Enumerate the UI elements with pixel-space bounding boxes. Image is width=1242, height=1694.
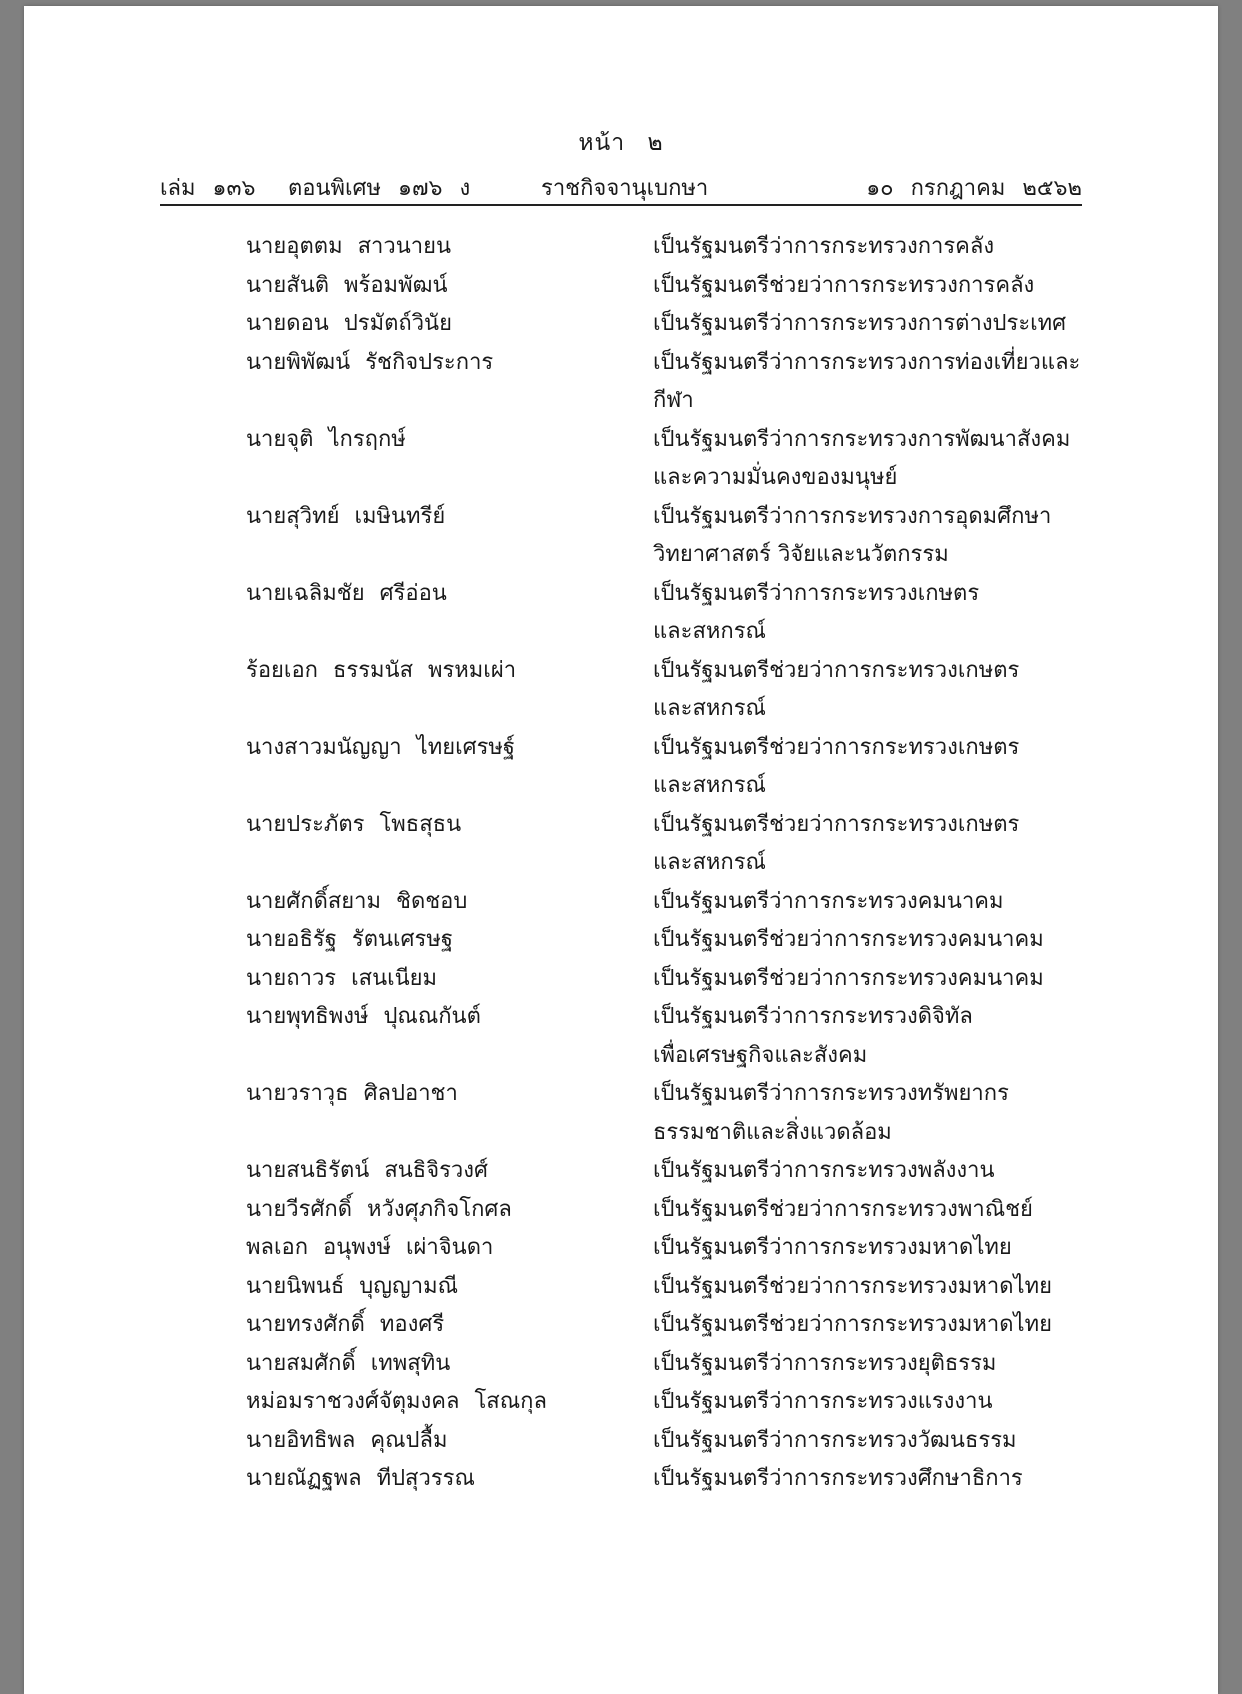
minister-position: เป็นรัฐมนตรีว่าการกระทรวงเกษตร และสหกรณ์ — [653, 580, 980, 644]
list-item — [24, 1383, 1218, 1422]
volume-label: เล่ม ๑๓๖ — [160, 176, 256, 201]
list-item — [24, 1422, 1218, 1461]
list-item — [24, 1268, 1218, 1307]
minister-name: นายประภัตร โพธสุธน — [246, 811, 462, 837]
minister-position: เป็นรัฐมนตรีช่วยว่าการกระทรวงการคลัง — [653, 272, 1035, 298]
list-item — [24, 883, 1218, 922]
list-item — [24, 267, 1218, 306]
minister-name: นายวราวุธ ศิลปอาชา — [246, 1081, 458, 1106]
minister-name: นายพุทธิพงษ์ ปุณณกันต์ — [246, 1004, 481, 1029]
gazette-title: ราชกิจจานุเบกษา — [541, 176, 709, 201]
list-item — [24, 498, 1218, 575]
minister-position: เป็นรัฐมนตรีช่วยว่าการกระทรวงมหาดไทย — [653, 1312, 1052, 1337]
minister-position: เป็นรัฐมนตรีว่าการกระทรวงการอุดมศึกษา วิทยาศาสตร์ วิจัยและนวัตกรรม — [653, 503, 1052, 567]
list-item — [24, 1306, 1218, 1345]
minister-name: นายนิพนธ์ บุญญามณี — [246, 1273, 459, 1299]
minister-position: เป็นรัฐมนตรีช่วยว่าการกระทรวงมหาดไทย — [653, 1273, 1052, 1299]
list-item — [24, 1460, 1218, 1499]
minister-position: เป็นรัฐมนตรีว่าการกระทรวงมหาดไทย — [653, 1235, 1012, 1260]
publication-date: ๑๐ กรกฎาคม ๒๕๖๒ — [866, 176, 1082, 201]
minister-name: นายจุติ ไกรฤกษ์ — [246, 426, 406, 452]
list-item — [24, 960, 1218, 999]
minister-position: เป็นรัฐมนตรีว่าการกระทรวงแรงงาน — [653, 1389, 993, 1414]
minister-name: นายพิพัฒน์ รัชกิจประการ — [246, 349, 494, 375]
list-item — [24, 729, 1218, 806]
minister-name: นางสาวมนัญญา ไทยเศรษฐ์ — [246, 734, 516, 760]
minister-name: หม่อมราชวงศ์จัตุมงคล โสณกุล — [246, 1389, 547, 1414]
minister-position: เป็นรัฐมนตรีว่าการกระทรวงการคลัง — [653, 234, 995, 259]
minister-position: เป็นรัฐมนตรีว่าการกระทรวงวัฒนธรรม — [653, 1427, 1017, 1453]
minister-list — [24, 228, 1218, 1499]
minister-name: นายณัฏฐพล ทีปสุวรรณ — [246, 1466, 475, 1491]
minister-position: เป็นรัฐมนตรีว่าการกระทรวงพลังงาน — [653, 1158, 995, 1183]
list-item — [24, 1345, 1218, 1384]
minister-name: พลเอก อนุพงษ์ เผ่าจินดา — [246, 1235, 494, 1260]
minister-position: เป็นรัฐมนตรีช่วยว่าการกระทรวงพาณิชย์ — [653, 1196, 1033, 1222]
list-item — [24, 998, 1218, 1075]
minister-name: นายทรงศักดิ์ ทองศรี — [246, 1312, 445, 1337]
list-item — [24, 305, 1218, 344]
minister-name: นายดอน ปรมัตถ์วินัย — [246, 311, 452, 336]
minister-position: เป็นรัฐมนตรีว่าการกระทรวงการต่างประเทศ — [653, 311, 1067, 336]
minister-position: เป็นรัฐมนตรีว่าการกระทรวงการท่องเที่ยวและกีฬา — [653, 349, 1081, 413]
list-item — [24, 1191, 1218, 1230]
minister-position: เป็นรัฐมนตรีว่าการกระทรวงการพัฒนาสังคม และความมั่นคงของมนุษย์ — [653, 426, 1071, 490]
minister-name: นายอุตตม สาวนายน — [246, 234, 452, 259]
minister-position: เป็นรัฐมนตรีว่าการกระทรวงดิจิทัล เพื่อเศรษฐกิจและสังคม — [653, 1004, 973, 1068]
list-item — [24, 1229, 1218, 1268]
minister-position: เป็นรัฐมนตรีช่วยว่าการกระทรวงเกษตร และสหกรณ์ — [653, 811, 1020, 875]
issue-label: ตอนพิเศษ ๑๗๖ ง — [288, 176, 471, 201]
page-number: หน้า ๒ — [578, 130, 664, 156]
minister-name: นายอิทธิพล คุณปลื้ม — [246, 1427, 448, 1453]
list-item — [24, 344, 1218, 421]
minister-position: เป็นรัฐมนตรีว่าการกระทรวงศึกษาธิการ — [653, 1466, 1023, 1491]
minister-position: เป็นรัฐมนตรีว่าการกระทรวงคมนาคม — [653, 888, 1004, 914]
minister-name: นายศักดิ์สยาม ชิดชอบ — [246, 888, 468, 914]
minister-position: เป็นรัฐมนตรีว่าการกระทรวงทรัพยากร ธรรมชาติและสิ่งแวดล้อม — [653, 1081, 1009, 1145]
minister-name: นายสมศักดิ์ เทพสุทิน — [246, 1350, 451, 1376]
list-item — [24, 228, 1218, 267]
list-item — [24, 1152, 1218, 1191]
list-item — [24, 421, 1218, 498]
minister-position: เป็นรัฐมนตรีช่วยว่าการกระทรวงเกษตร และสหกรณ์ — [653, 734, 1020, 798]
minister-position: เป็นรัฐมนตรีช่วยว่าการกระทรวงคมนาคม — [653, 965, 1044, 991]
minister-name: นายอธิรัฐ รัตนเศรษฐ — [246, 927, 453, 952]
minister-position: เป็นรัฐมนตรีช่วยว่าการกระทรวงคมนาคม — [653, 927, 1044, 952]
list-item — [24, 1075, 1218, 1152]
list-item — [24, 921, 1218, 960]
document-page — [24, 6, 1218, 1694]
gazette-header — [160, 164, 1082, 206]
minister-position: เป็นรัฐมนตรีช่วยว่าการกระทรวงเกษตร และสหกรณ์ — [653, 657, 1020, 721]
minister-name: นายสุวิทย์ เมษินทรีย์ — [246, 503, 446, 529]
list-item — [24, 652, 1218, 729]
list-item — [24, 575, 1218, 652]
minister-name: นายสันติ พร้อมพัฒน์ — [246, 272, 448, 298]
minister-name: นายสนธิรัตน์ สนธิจิรวงศ์ — [246, 1158, 488, 1183]
minister-name: นายถาวร เสนเนียม — [246, 965, 438, 991]
list-item — [24, 806, 1218, 883]
minister-position: เป็นรัฐมนตรีว่าการกระทรวงยุติธรรม — [653, 1350, 997, 1376]
minister-name: นายเฉลิมชัย ศรีอ่อน — [246, 580, 447, 606]
minister-name: นายวีรศักดิ์ หวังศุภกิจโกศล — [246, 1196, 512, 1222]
minister-name: ร้อยเอก ธรรมนัส พรหมเผ่า — [246, 657, 517, 683]
